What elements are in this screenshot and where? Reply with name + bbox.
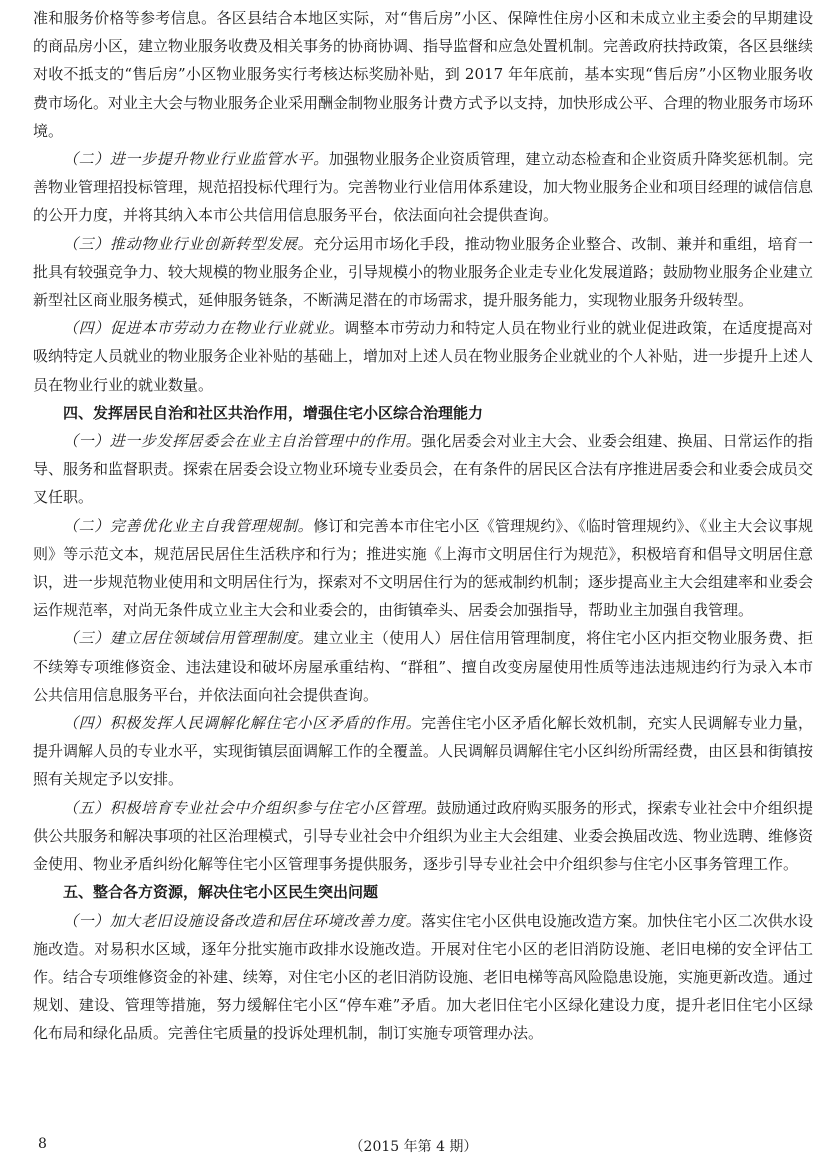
section-heading-text: 四、发挥居民自治和社区共治作用，增强住宅小区综合治理能力 bbox=[63, 403, 484, 422]
paragraph-lead: （一）加大老旧设施设备改造和居住环境改善力度。 bbox=[63, 911, 422, 930]
section-heading-text: 五、整合各方资源，解决住宅小区民生突出问题 bbox=[63, 883, 379, 902]
paragraph bbox=[33, 624, 813, 709]
paragraph-lead: （二）完善优化业主自我管理规制。 bbox=[63, 516, 314, 535]
paragraph-text: 加强物业服务企业资质管理，建立动态检查和企业资质升降奖惩机制。完善物业管理招投标管理，规范招投标代理行为。完善物业行业信用体系建设，加大物业服务企业和项目经理的诚信信息的公开力度，并将其纳入本市公共信用信息服务平台，依法面向社会提供查询。 bbox=[33, 150, 814, 225]
section-heading bbox=[33, 878, 813, 906]
paragraph-lead: （五）积极培育专业社会中介组织参与住宅小区管理。 bbox=[63, 798, 437, 817]
paragraph-text: 强化居委会对业主大会、业委会组建、换届、日常运作的指导、服务和监督职责。探索在居委会设立物业环境专业委员会，在有条件的居民区合法有序推进居委会和业委会成员交叉任职。 bbox=[33, 432, 814, 507]
paragraph-lead: （四）促进本市劳动力在物业行业就业。 bbox=[63, 319, 345, 338]
paragraph-lead: （四）积极发挥人民调解化解住宅小区矛盾的作用。 bbox=[63, 714, 422, 733]
paragraph-text: 准和服务价格等参考信息。各区县结合本地区实际，对“售后房”小区、保障性住房小区和未成立业主委会的早期建设的商品房小区，建立物业服务收费及相关事务的协商协调、指导监督和应急处置机制。完善政府扶持政策，各区县继续对收不抵支的“售后房”小区物业服务实行考核达标奖励补贴，到 2017 年年底前，基本实现“售后房”小区物业服务收费市场化。对业主大会与物业服务企业采用酬金制物业服务计费方式予以支持，加快形成公平、合理的物业服务市场环境。 bbox=[33, 9, 814, 140]
paragraph bbox=[33, 427, 813, 512]
section-heading bbox=[33, 399, 813, 427]
paragraph-text: 建立业主（使用人）居住信用管理制度，将住宅小区内拒交物业服务费、拒不续筹专项维修资金、违法建设和破坏房屋承重结构、“群租”、擅自改变房屋使用性质等违法违规违约行为录入本市公共信用信息服务平台，并依法面向社会提供查询。 bbox=[33, 629, 813, 704]
paragraph-lead: （二）进一步提升物业行业监管水平。 bbox=[63, 150, 329, 169]
paragraph bbox=[33, 4, 813, 145]
paragraph bbox=[33, 907, 813, 1048]
paragraph bbox=[33, 314, 813, 399]
paragraph-lead: （三）建立居住领域信用管理制度。 bbox=[63, 629, 314, 648]
paragraph bbox=[33, 230, 813, 315]
paragraph bbox=[33, 512, 813, 625]
paragraph-lead: （一）进一步发挥居委会在业主自治管理中的作用。 bbox=[63, 432, 422, 451]
paragraph bbox=[33, 709, 813, 794]
paragraph bbox=[33, 145, 813, 230]
paragraph-text: 完善住宅小区矛盾化解长效机制，充实人民调解专业力量，提升调解人员的专业水平，实现街镇层面调解工作的全覆盖。人民调解员调解住宅小区纠纷所需经费，由区县和街镇按照有关规定予以安排。 bbox=[33, 714, 814, 789]
paragraph-text: 落实住宅小区供电设施改造方案。加快住宅小区二次供水设施改造。对易积水区域，逐年分批实施市政排水设施改造。开展对住宅小区的老旧消防设施、老旧电梯的安全评估工作。结合专项维修资金的补建、续筹，对住宅小区的老旧消防设施、老旧电梯等高风险隐患设施，实施更新改造。通过规划、建设、管理等措施，努力缓解住宅小区“停车难”矛盾。加大老旧住宅小区绿化建设力度，提升老旧住宅小区绿化布局和绿化品质。完善住宅质量的投诉处理机制，制订实施专项管理办法。 bbox=[33, 911, 814, 1043]
paragraph-text: 鼓励通过政府购买服务的形式，探索专业社会中介组织提供公共服务和解决事项的社区治理模式，引导专业社会中介组织为业主大会组建、业委会换届改选、物业选聘、维修资金使用、物业矛盾纠纷化解等住宅小区管理事务提供服务，逐步引导专业社会中介组织参与住宅小区事务管理工作。 bbox=[33, 798, 814, 874]
paragraph bbox=[33, 794, 813, 879]
issue-info: （2015 年第 4 期） bbox=[349, 1139, 478, 1155]
document-body bbox=[33, 4, 813, 1048]
page-number: 8 bbox=[38, 1136, 47, 1152]
page-footer bbox=[0, 1136, 827, 1160]
paragraph-text: 调整本市劳动力和特定人员在物业行业的就业促进政策，在适度提高对吸纳特定人员就业的物业服务企业补贴的基础上，增加对上述人员在物业服务企业就业的个人补贴，进一步提升上述人员在物业行业的就业数量。 bbox=[33, 319, 814, 394]
paragraph-lead: （三）推动物业行业创新转型发展。 bbox=[63, 234, 314, 253]
paragraph-text: 修订和完善本市住宅小区《管理规约》、《临时管理规约》、《业主大会议事规则》等示范文本，规范居民居住生活秩序和行为；推进实施《上海市文明居住行为规范》，积极培育和倡导文明居住意识，进一步规范物业使用和文明居住行为，探索对不文明居住行为的惩戒制约机制；逐步提高业主大会组建率和业委会运作规范率，对尚无条件成立业主大会和业委会的，由街镇牵头、居委会加强指导，帮助业主加强自我管理。 bbox=[33, 516, 814, 620]
paragraph-text: 充分运用市场化手段，推动物业服务企业整合、改制、兼并和重组，培育一批具有较强竞争力、较大规模的物业服务企业，引导规模小的物业服务企业走专业化发展道路；鼓励物业服务企业建立新型社区商业服务模式，延伸服务链条，不断满足潜在的市场需求，提升服务能力，实现物业服务升级转型。 bbox=[33, 234, 814, 310]
